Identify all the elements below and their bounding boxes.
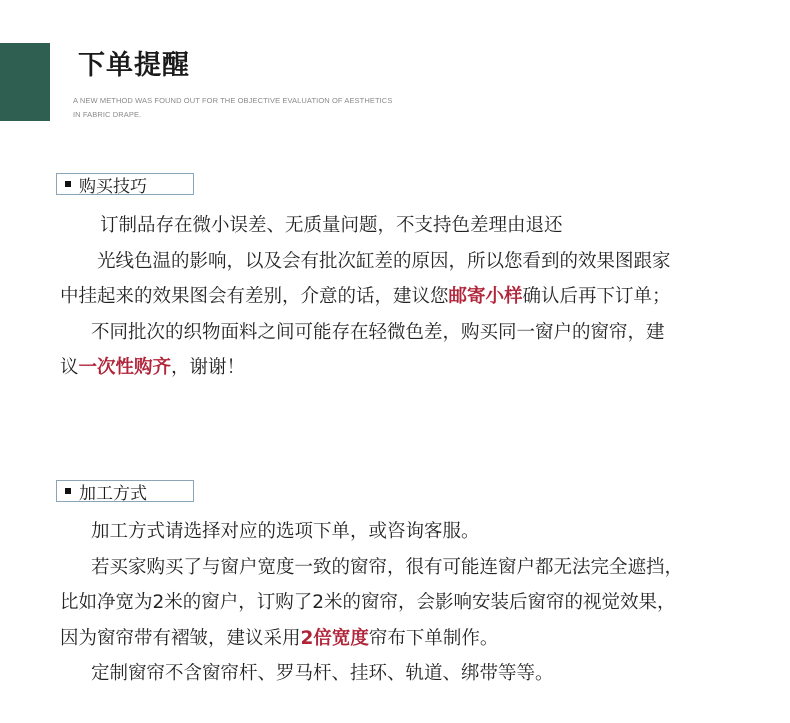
section-heading-label: 加工方式: [79, 483, 147, 504]
text-line: 定制窗帘不含窗帘杆、罗马杆、挂环、轨道、绑带等等。: [91, 663, 554, 684]
text-line: 订制品存在微小误差、无质量问题，不支持色差理由退还: [100, 215, 563, 236]
text-line: 不同批次的织物面料之间可能存在轻微色差，购买同一窗户的窗帘，建: [91, 321, 665, 343]
text-segment: 帘布下单制作。: [368, 627, 499, 649]
subtitle-line-2: IN FABRIC DRAPE.: [73, 110, 142, 119]
text-segment: ，谢谢！: [171, 357, 246, 378]
text-segment: 中挂起来的效果图会有差别，介意的话，建议您: [60, 286, 449, 307]
text-line: 比如净宽为2米的窗户，订购了2米的窗帘，会影响安装后窗帘的视觉效果，: [60, 592, 676, 613]
processing-method-text: [60, 514, 740, 692]
section-heading-purchase-tips: [56, 173, 194, 195]
bullet-square-icon: [65, 181, 71, 187]
text-segment: 确认后再下订单；: [522, 286, 671, 307]
text-line: [60, 621, 740, 657]
highlight-mail-sample: 邮寄小样: [448, 286, 523, 307]
text-line: 光线色温的影响，以及会有批次缸差的原因，所以您看到的效果图跟家: [97, 250, 671, 272]
subtitle-line-1: A NEW METHOD WAS FOUND OUT FOR THE OBJECTIVE EVALUATION OF AESTHETICS: [73, 96, 393, 105]
purchase-tips-text: [60, 208, 740, 386]
section-heading-label: 购买技巧: [79, 176, 147, 197]
text-line: 若买家购买了与窗户宽度一致的窗帘，很有可能连窗户都无法完全遮挡，: [91, 556, 684, 578]
text-line: [60, 279, 740, 315]
text-line: [60, 350, 740, 386]
accent-green-block: [0, 43, 50, 121]
page-subtitle: [73, 94, 403, 122]
text-segment: 议: [60, 357, 79, 378]
bullet-square-icon: [65, 488, 71, 494]
highlight-double-width: 2倍宽度: [300, 627, 369, 649]
text-line: 加工方式请选择对应的选项下单，或咨询客服。: [91, 521, 480, 542]
page-title: 下单提醒: [78, 50, 190, 81]
text-segment: 因为窗帘带有褶皱，建议采用: [60, 627, 301, 649]
section-heading-processing-method: [56, 480, 194, 502]
highlight-buy-at-once: 一次性购齐: [78, 357, 172, 378]
